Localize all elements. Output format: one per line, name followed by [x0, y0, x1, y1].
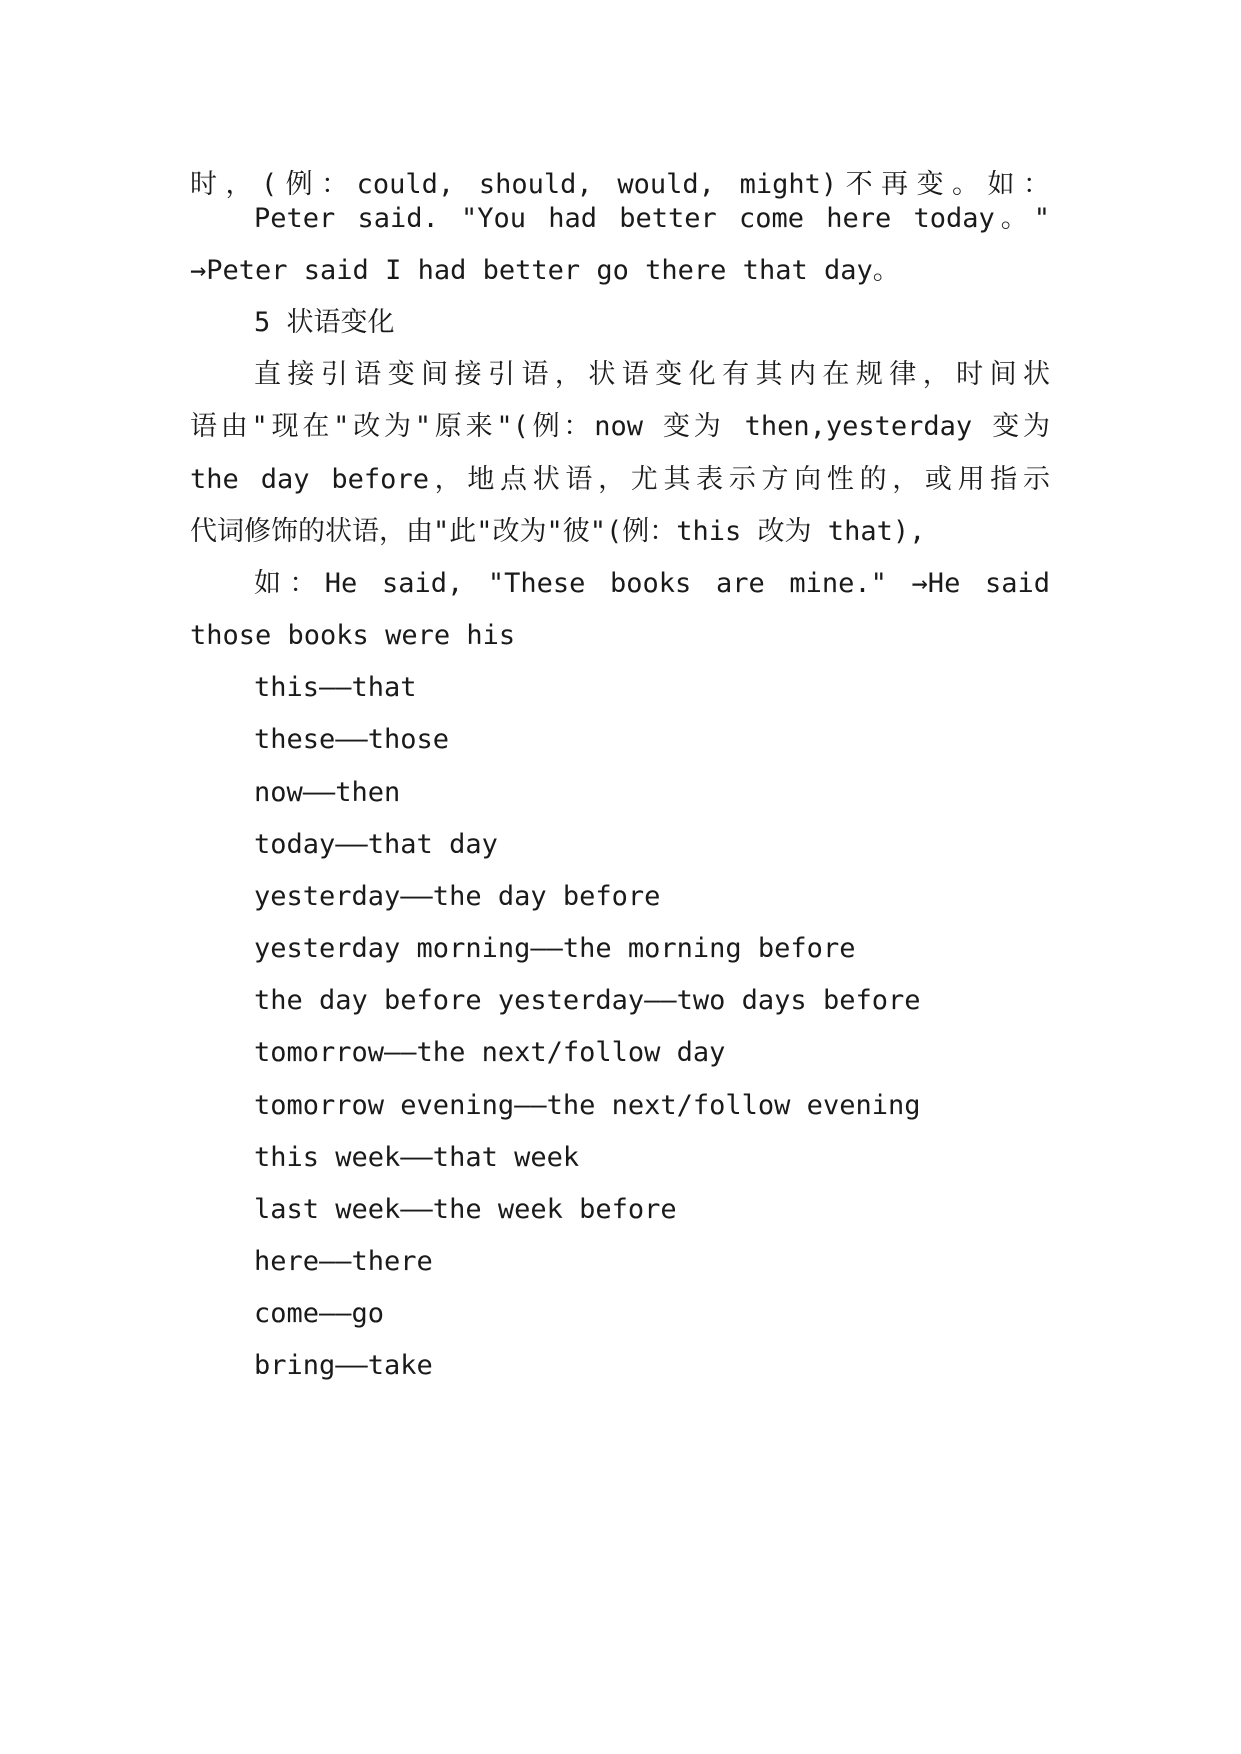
text-line: 语由"现在"改为"原来"(例：now 变为 then,yesterday 变为	[190, 411, 1050, 442]
word-pair: these——those	[254, 724, 450, 755]
word-pair: this week——that week	[254, 1142, 580, 1173]
word-pair: bring——take	[254, 1350, 433, 1381]
word-pair: now——then	[254, 777, 401, 808]
text-line: those books were his	[190, 620, 516, 651]
text-line: →Peter said I had better go there that day。	[190, 255, 900, 286]
word-pair: tomorrow evening——the next/follow evening	[254, 1090, 921, 1121]
word-pair: tomorrow——the next/follow day	[254, 1037, 726, 1068]
word-pair: come——go	[254, 1298, 385, 1329]
text-line: Peter said. "You had better come here today。"	[254, 203, 1050, 234]
section-heading: 5 状语变化	[254, 307, 395, 338]
word-pair: last week——the week before	[254, 1194, 677, 1225]
text-line: 直接引语变间接引语，状语变化有其内在规律，时间状	[254, 359, 1050, 390]
word-pair: yesterday morning——the morning before	[254, 933, 856, 964]
text-line: 代词修饰的状语，由"此"改为"彼"(例：this 改为 that),	[190, 516, 926, 547]
word-pair: here——there	[254, 1246, 433, 1277]
word-pair: yesterday——the day before	[254, 881, 661, 912]
text-line: 时，(例：could, should, would, might)不再变。如：	[190, 169, 1050, 200]
word-pair: the day before yesterday——two days before	[254, 985, 921, 1016]
word-pair: this——that	[254, 672, 417, 703]
text-line: the day before，地点状语，尤其表示方向性的，或用指示	[190, 464, 1050, 495]
text-line: 如：He said, "These books are mine." →He said	[254, 568, 1050, 599]
word-pair: today——that day	[254, 829, 498, 860]
